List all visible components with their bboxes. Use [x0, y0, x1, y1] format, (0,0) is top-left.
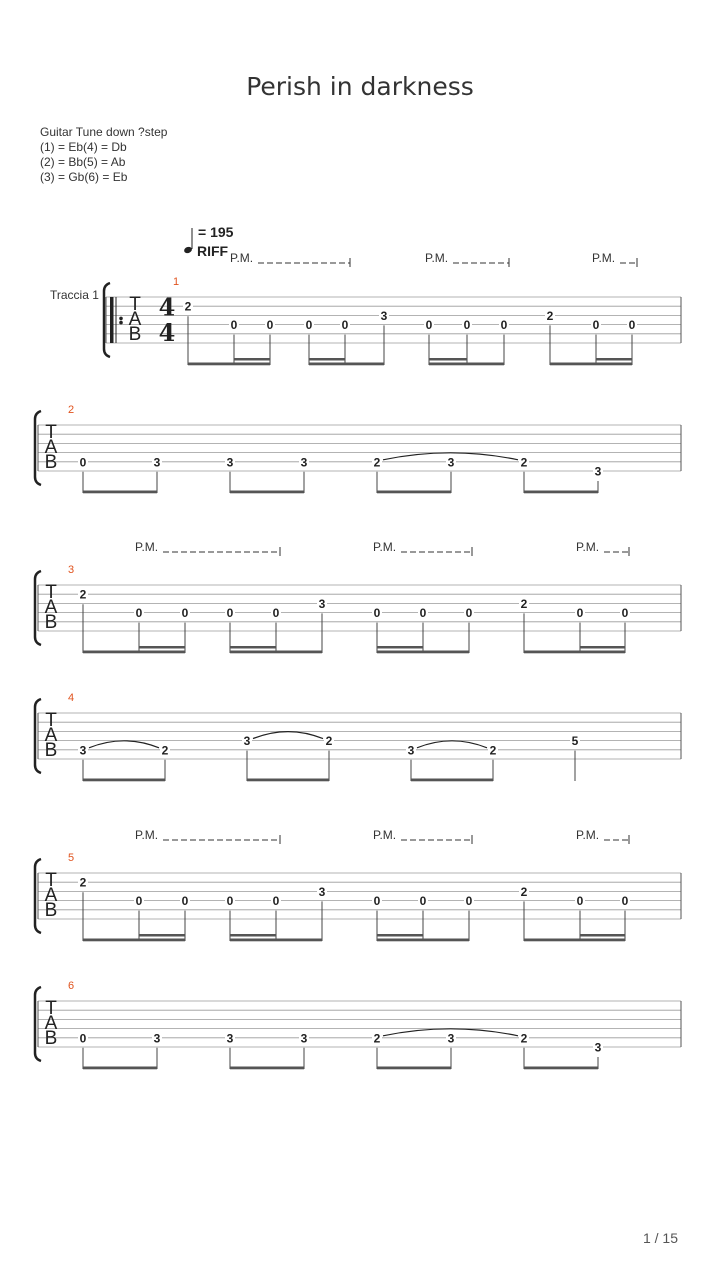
fret-number: 3 [153, 455, 161, 470]
time-signature-bottom: 4 [158, 318, 176, 347]
palm-mute-label: P.M. [230, 251, 254, 265]
fret-number: 2 [325, 734, 333, 749]
tab-clef-letter: T [45, 870, 57, 891]
beam [83, 491, 157, 494]
beam [230, 491, 304, 494]
fret-number: 0 [373, 606, 381, 621]
fret-number: 2 [373, 1031, 381, 1046]
section-label: RIFF [197, 243, 229, 259]
tab-clef-letter: T [45, 998, 57, 1019]
fret-number: 0 [463, 318, 471, 333]
fret-number: 2 [520, 1031, 528, 1046]
fret-number: 3 [226, 455, 234, 470]
palm-mute-label: P.M. [135, 828, 159, 842]
fret-number: 0 [465, 894, 473, 909]
beam [524, 939, 625, 942]
tie-arc [417, 741, 487, 748]
fret-number: 3 [594, 464, 602, 479]
fret-number: 0 [341, 318, 349, 333]
fret-number: 2 [184, 299, 192, 314]
palm-mute-label: P.M. [592, 251, 616, 265]
beam [83, 939, 185, 942]
fret-number: 2 [520, 455, 528, 470]
fret-number: 2 [79, 587, 87, 602]
fret-number: 3 [594, 1040, 602, 1055]
beam-secondary [139, 646, 185, 649]
beam [83, 779, 165, 782]
beam-secondary [596, 358, 632, 361]
beam-secondary [230, 646, 276, 649]
fret-number: 2 [520, 884, 528, 899]
fret-number: 0 [226, 894, 234, 909]
fret-number: 3 [447, 1031, 455, 1046]
repeat-dot [119, 317, 123, 321]
fret-number: 0 [465, 606, 473, 621]
tab-clef-letter: A [44, 725, 58, 746]
beam [411, 779, 493, 782]
song-title: Perish in darkness [246, 72, 474, 101]
fret-number: 0 [272, 606, 280, 621]
fret-number: 5 [571, 734, 579, 749]
fret-number: 2 [373, 455, 381, 470]
tab-clef-letter: T [129, 294, 141, 315]
repeat-dot [119, 321, 123, 325]
tab-clef-letter: B [44, 452, 58, 473]
tuning-line: (2) = Bb(5) = Ab [40, 155, 126, 169]
fret-number: 0 [576, 606, 584, 621]
beam [377, 939, 469, 942]
tab-clef-letter: B [44, 612, 58, 633]
beam-secondary [580, 934, 625, 937]
measure-number: 1 [172, 276, 180, 288]
beam [524, 1067, 598, 1070]
tab-clef-letter: A [128, 309, 142, 330]
fret-number: 0 [621, 606, 629, 621]
fret-number: 3 [226, 1031, 234, 1046]
beam [188, 363, 270, 366]
fret-number: 2 [546, 308, 554, 323]
tab-clef-letter: B [128, 324, 142, 345]
system-bracket [104, 283, 110, 357]
fret-number: 0 [592, 318, 600, 333]
palm-mute-label: P.M. [576, 540, 600, 554]
beam-secondary [377, 646, 423, 649]
tab-clef-letter: T [45, 422, 57, 443]
fret-number: 0 [425, 318, 433, 333]
beam [524, 651, 625, 654]
palm-mute-label: P.M. [576, 828, 600, 842]
fret-number: 0 [305, 318, 313, 333]
fret-number: 0 [272, 894, 280, 909]
fret-number: 0 [226, 606, 234, 621]
fret-number: 3 [407, 743, 415, 758]
beam-secondary [309, 358, 345, 361]
beam [377, 1067, 451, 1070]
fret-number: 3 [300, 1031, 308, 1046]
beam [83, 1067, 157, 1070]
time-signature-top: 4 [158, 292, 176, 322]
tempo-note-head [183, 246, 193, 254]
fret-number: 0 [500, 318, 508, 333]
repeat-thick-bar [110, 297, 114, 343]
fret-number: 2 [161, 743, 169, 758]
beam [524, 491, 598, 494]
fret-number: 3 [243, 734, 251, 749]
fret-number: 0 [576, 894, 584, 909]
track-name: Traccia 1 [50, 288, 99, 302]
measure-number: 2 [67, 404, 75, 416]
tempo-marking: = 195 [198, 224, 234, 240]
tab-clef-letter: A [44, 597, 58, 618]
palm-mute-label: P.M. [373, 828, 397, 842]
tab-clef-letter: A [44, 1013, 58, 1034]
fret-number: 0 [373, 894, 381, 909]
measure-number: 4 [67, 692, 75, 704]
fret-number: 3 [300, 455, 308, 470]
tie-arc [253, 732, 323, 739]
beam [230, 1067, 304, 1070]
fret-number: 0 [135, 894, 143, 909]
measure-number: 5 [67, 852, 75, 864]
fret-number: 0 [181, 606, 189, 621]
tab-clef-letter: B [44, 900, 58, 921]
fret-number: 0 [230, 318, 238, 333]
fret-number: 3 [318, 596, 326, 611]
fret-number: 0 [419, 606, 427, 621]
fret-number: 0 [135, 606, 143, 621]
fret-number: 3 [447, 455, 455, 470]
fret-number: 2 [79, 875, 87, 890]
fret-number: 3 [79, 743, 87, 758]
fret-number: 0 [79, 455, 87, 470]
tuning-header: Guitar Tune down ?step [40, 125, 168, 139]
tab-clef-letter: T [45, 710, 57, 731]
beam [550, 363, 632, 366]
fret-number: 0 [79, 1031, 87, 1046]
measure-number: 3 [67, 564, 75, 576]
tab-clef-letter: T [45, 582, 57, 603]
beam-secondary [230, 934, 276, 937]
beam [377, 491, 451, 494]
beam [83, 651, 185, 654]
tab-clef-letter: B [44, 740, 58, 761]
beam-secondary [234, 358, 270, 361]
palm-mute-label: P.M. [135, 540, 159, 554]
fret-number: 3 [380, 308, 388, 323]
beam-secondary [580, 646, 625, 649]
beam [230, 651, 322, 654]
beam [309, 363, 384, 366]
page-indicator: 1 / 15 [642, 1230, 678, 1246]
tuning-line: (1) = Eb(4) = Db [40, 140, 127, 154]
fret-number: 2 [489, 743, 497, 758]
tie-arc [89, 741, 159, 748]
beam [247, 779, 329, 782]
tab-clef-letter: B [44, 1028, 58, 1049]
beam [230, 939, 322, 942]
beam [429, 363, 504, 366]
palm-mute-label: P.M. [373, 540, 397, 554]
measure-number: 6 [67, 980, 75, 992]
fret-number: 0 [181, 894, 189, 909]
palm-mute-label: P.M. [425, 251, 449, 265]
fret-number: 0 [266, 318, 274, 333]
beam-secondary [377, 934, 423, 937]
fret-number: 3 [153, 1031, 161, 1046]
fret-number: 2 [520, 596, 528, 611]
beam [377, 651, 469, 654]
fret-number: 3 [318, 884, 326, 899]
fret-number: 0 [419, 894, 427, 909]
tab-clef-letter: A [44, 885, 58, 906]
fret-number: 0 [628, 318, 636, 333]
tab-clef-letter: A [44, 437, 58, 458]
beam-secondary [429, 358, 467, 361]
tuning-line: (3) = Gb(6) = Eb [40, 170, 128, 184]
beam-secondary [139, 934, 185, 937]
fret-number: 0 [621, 894, 629, 909]
